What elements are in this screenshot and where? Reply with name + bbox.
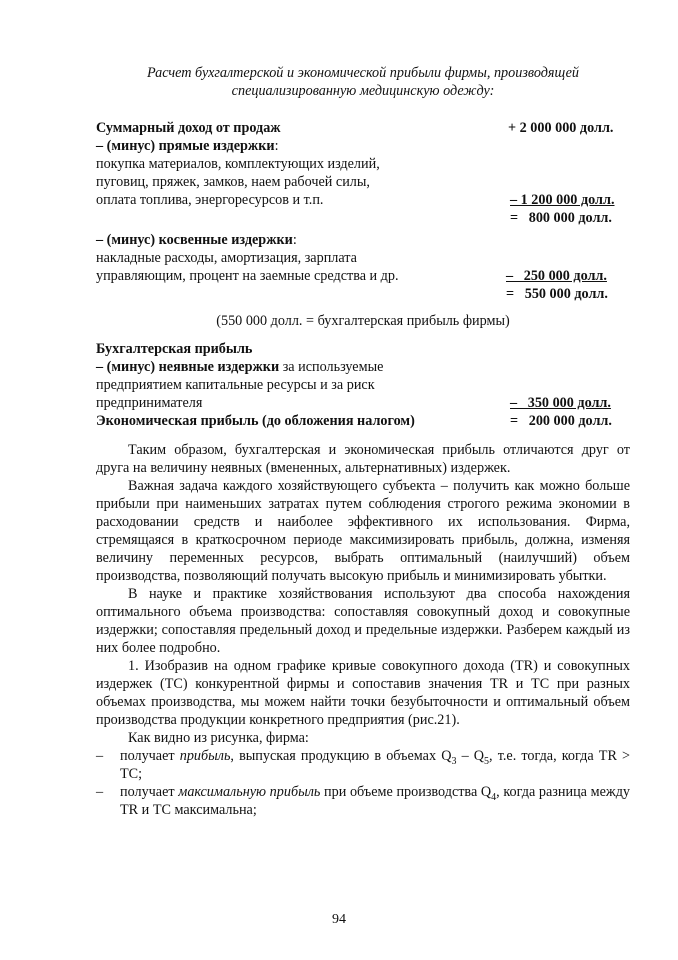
implicit-costs-value: – 350 000 долл.: [510, 395, 611, 411]
revenue-value: + 2 000 000 долл.: [508, 120, 614, 136]
list-item: [96, 783, 630, 819]
accounting-profit-note: (550 000 долл. = бухгалтерская прибыль фирмы): [216, 313, 510, 329]
economic-profit-row: [96, 412, 630, 430]
title-line-2: специализированную медицинскую одежду:: [231, 83, 495, 99]
economic-profit-value: = 200 000 долл.: [510, 413, 612, 429]
bullet-1-subscript-2: 5: [484, 755, 490, 767]
indirect-result-value: = 550 000 долл.: [506, 286, 608, 302]
direct-costs-line-3: оплата топлива, энергоресурсов и т.п.: [96, 192, 324, 208]
bullet-2-text-end: , когда разница между TR и ТС максимальна;: [120, 784, 631, 818]
indirect-costs-label: – (минус) косвенные издержки: [96, 232, 293, 248]
indirect-costs-value: – 250 000 долл.: [506, 268, 607, 284]
bullet-1-emphasis: прибыль: [179, 748, 231, 764]
title-line-1: Расчет бухгалтерской и экономической прибыли фирмы, производящей: [147, 65, 579, 81]
direct-result-value: = 800 000 долл.: [510, 210, 612, 226]
indirect-costs-colon: :: [292, 232, 297, 248]
calculation-title: [96, 64, 630, 100]
implicit-costs-tail: за используемые: [279, 359, 384, 375]
economic-profit-label: Экономическая прибыль (до обложения налогом): [96, 413, 415, 429]
indirect-costs-line-1: накладные расходы, амортизация, зарплата: [96, 250, 357, 266]
paragraph-4: 1. Изобразив на одном графике кривые совокупного дохода (TR) и совокупных издержек (ТС) конкурентной фирмы и сопоставив значения TR и ТС при разных объемах производства, мы можем найти точки безубыточности и оптимальный объем производства продукции конкретного предприятия (рис.21).: [96, 658, 630, 728]
implicit-costs-row: [96, 394, 630, 412]
paragraph-3: В науке и практике хозяйствования используют два способа нахождения оптимального объема производства: сопоставляя совокупный доход и совокупные издержки; сопоставляя предельный доход и предельные издержки. Разберем каждый из них более подробно.: [96, 586, 630, 656]
dash-marker: –: [96, 748, 104, 764]
bullet-2-emphasis: максимальную прибыль: [178, 784, 321, 800]
implicit-costs-line-2: предприятием капитальные ресурсы и за риск: [96, 377, 375, 393]
accounting-profit-row: [96, 340, 630, 358]
indirect-costs-line-2: управляющим, процент на заемные средства и др.: [96, 268, 399, 284]
accounting-profit-label: Бухгалтерская прибыль: [96, 341, 253, 357]
revenue-row: [96, 119, 630, 137]
direct-result-row: [96, 209, 630, 227]
indirect-costs-row: [96, 267, 630, 285]
direct-costs-label: – (минус) прямые издержки: [96, 138, 275, 154]
paragraph-2: Важная задача каждого хозяйствующего субъекта – получить как можно больше прибыли при наименьших затратах путем соблюдения строгого режима экономии в расходовании средств и наиболее эффективного их использования. Фирма, стремящаяся в краткосрочном периоде максимизировать прибыль, должна, изменяя величину переменных ресурсов, выбрать оптимальный (наилучший) объем производства, позволяющий получать высокую прибыль и минимизировать убытки.: [96, 478, 630, 584]
implicit-costs-line-3: предпринимателя: [96, 395, 203, 411]
direct-costs-line-2: пуговиц, пряжек, замков, наем рабочей силы,: [96, 174, 370, 190]
dash-marker: –: [96, 784, 104, 800]
list-item: [96, 747, 630, 783]
revenue-label: Суммарный доход от продаж: [96, 120, 281, 136]
paragraph-1: Таким образом, бухгалтерская и экономическая прибыль отличаются друг от друга на величину неявных (вмененных, альтернативных) издержек.: [96, 442, 630, 476]
indirect-costs-heading: [96, 231, 630, 249]
direct-costs-colon: :: [274, 138, 279, 154]
indirect-result-row: [96, 285, 630, 303]
direct-costs-row: [96, 191, 630, 209]
bullet-2-subscript: 4: [491, 791, 497, 803]
direct-costs-value: – 1 200 000 долл.: [510, 192, 615, 208]
bullet-1-text-mid: , выпуская продукцию в объемах Q: [230, 748, 452, 764]
page-content: [96, 64, 630, 819]
bullet-1-text-end: , т.е. тогда, когда TR > TC;: [120, 748, 631, 782]
bullet-1-subscript-1: 3: [451, 755, 457, 767]
bullet-1-text-dash: – Q: [456, 748, 485, 764]
direct-costs-line-1: покупка материалов, комплектующих изделий,: [96, 156, 380, 172]
page-number: 94: [332, 912, 346, 927]
implicit-costs-label: – (минус) неявные издержки: [96, 359, 280, 375]
bullet-2-text: получает: [120, 784, 179, 800]
bullet-1-text: получает: [120, 748, 180, 764]
implicit-costs-heading: [96, 358, 630, 376]
paragraph-5: Как видно из рисунка, фирма:: [128, 730, 309, 746]
direct-costs-heading: [96, 137, 630, 155]
bullet-2-text-mid: при объеме производства Q: [320, 784, 492, 800]
